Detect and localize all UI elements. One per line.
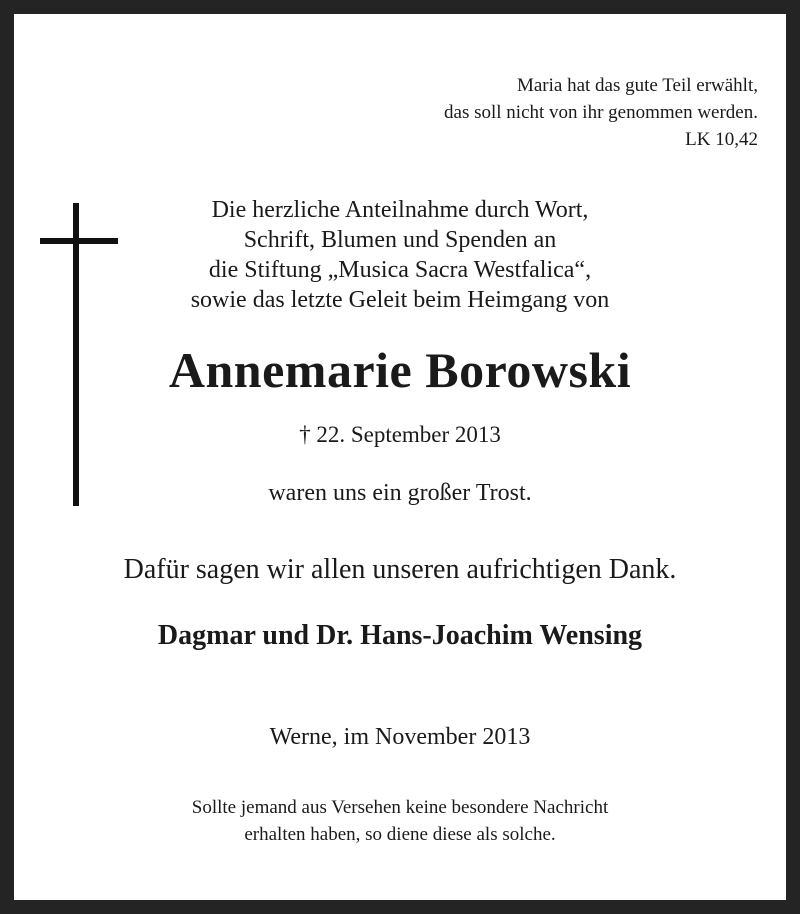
- intro-line-1: Die herzliche Anteilnahme durch Wort,: [211, 197, 589, 223]
- death-date: † 22. September 2013: [299, 422, 501, 447]
- intro-line-4: sowie das letzte Geleit beim Heimgang von: [190, 287, 610, 313]
- family-names: Dagmar und Dr. Hans-Joachim Wensing: [157, 620, 643, 651]
- bible-verse: [444, 72, 758, 153]
- notice-text: [0, 794, 800, 848]
- deceased-name: Annemarie Borowski: [168, 342, 632, 398]
- verse-reference: LK 10,42: [685, 129, 758, 150]
- intro-line-2: Schrift, Blumen und Spenden an: [243, 227, 557, 253]
- thanks-line: Dafür sagen wir allen unseren aufrichtigen Dank.: [123, 554, 677, 585]
- notice-line-2: erhalten haben, so diene diese als solche.: [244, 824, 556, 845]
- intro-line-3: die Stiftung „Musica Sacra Westfalica“,: [208, 257, 592, 283]
- verse-line-1: Maria hat das gute Teil erwählt,: [516, 75, 758, 96]
- verse-line-2: das soll nicht von ihr genommen werden.: [444, 102, 758, 123]
- comfort-line: waren uns ein großer Trost.: [268, 480, 532, 506]
- intro-text: [0, 195, 800, 315]
- place-date: Werne, im November 2013: [269, 724, 531, 750]
- notice-line-1: Sollte jemand aus Versehen keine besondere Nachricht: [191, 797, 609, 818]
